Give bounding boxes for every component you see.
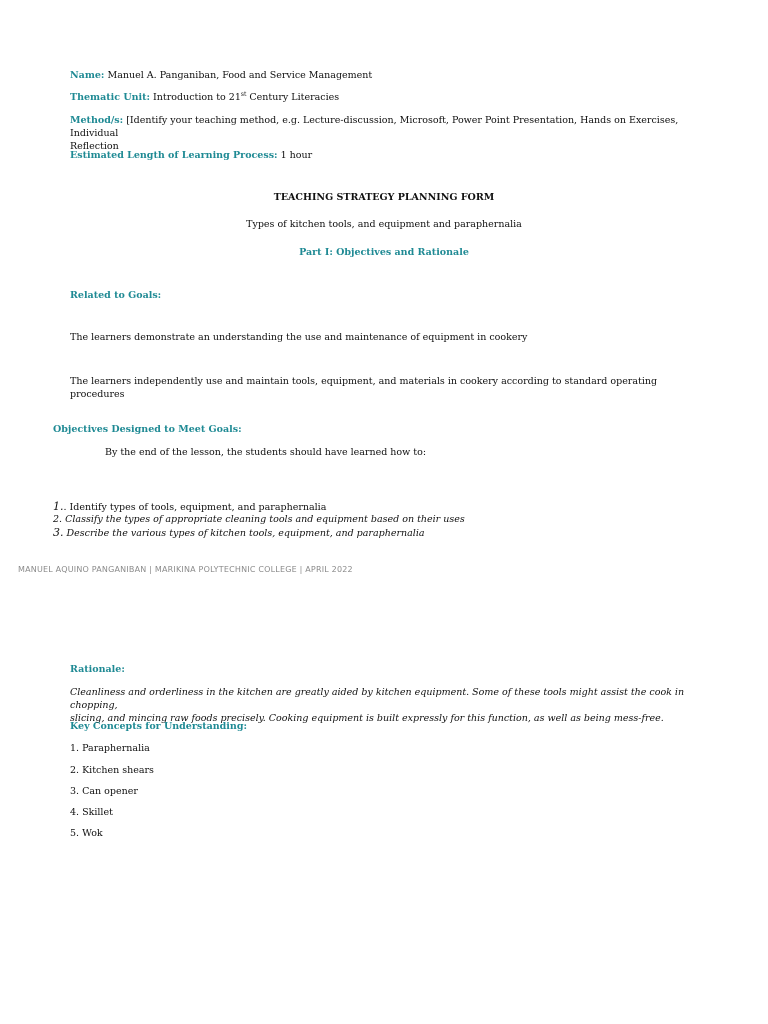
thematic-unit-field xyxy=(70,91,339,104)
method-value-cont: Reflection xyxy=(70,141,119,152)
objectives-intro: By the end of the lesson, the students should have learned how to: xyxy=(105,447,427,458)
method-label: Method/s: xyxy=(70,115,124,126)
lesson-subtitle: Types of kitchen tools, and equipment and paraphernalia xyxy=(246,219,522,230)
length-value: 1 hour xyxy=(280,150,313,161)
length-label: Estimated Length of Learning Process: xyxy=(70,150,278,161)
key-concept-item: 2. Kitchen shears xyxy=(70,765,154,776)
method-value: [Identify your teaching method, e.g. Lecture-discussion, Microsoft, Power Point Presentation, Hands on Exercises, Individual xyxy=(70,115,679,139)
form-title: TEACHING STRATEGY PLANNING FORM xyxy=(273,192,495,203)
name-field xyxy=(70,69,372,82)
name-value: Manuel A. Panganiban, Food and Service Management xyxy=(107,70,373,81)
length-field xyxy=(70,149,312,162)
goal-1: The learners demonstrate an understanding the use and maintenance of equipment in cookery xyxy=(70,332,528,343)
objectives-heading: Objectives Designed to Meet Goals: xyxy=(53,424,242,435)
objective-item: 3. Describe the various types of kitchen tools, equipment, and paraphernalia xyxy=(53,526,425,539)
thematic-unit-label: Thematic Unit: xyxy=(70,92,151,103)
name-label: Name: xyxy=(70,70,105,81)
key-concept-item: 3. Can opener xyxy=(70,786,138,797)
goal-2: The learners independently use and maintain tools, equipment, and materials in cookery according to standard operating procedures xyxy=(70,376,658,400)
objective-item: 2. Classify the types of appropriate cleaning tools and equipment based on their uses xyxy=(53,514,465,525)
goals-heading: Related to Goals: xyxy=(70,290,162,301)
thematic-unit-value: Introduction to 21st Century Literacies xyxy=(153,90,340,103)
part-title: Part I: Objectives and Rationale xyxy=(299,247,469,258)
key-concept-item: 1. Paraphernalia xyxy=(70,743,150,754)
rationale-text: Cleanliness and orderliness in the kitchen are greatly aided by kitchen equipment. Some of these tools might assist the cook in chopping, slicing, and mincing raw foods precisely. Cooking equipment is built expressly for this function, as well as being mess-free. xyxy=(70,687,685,724)
rationale-heading: Rationale: xyxy=(70,664,125,675)
method-field xyxy=(70,114,710,153)
page-footer: MANUEL AQUINO PANGANIBAN | MARIKINA POLYTECHNIC COLLEGE | APRIL 2022 xyxy=(18,565,353,574)
key-concepts-heading: Key Concepts for Understanding: xyxy=(70,721,247,732)
key-concept-item: 5. Wok xyxy=(70,828,103,839)
objective-item: 1.. Identify types of tools, equipment, and paraphernalia xyxy=(53,500,327,513)
key-concept-item: 4. Skillet xyxy=(70,807,113,818)
